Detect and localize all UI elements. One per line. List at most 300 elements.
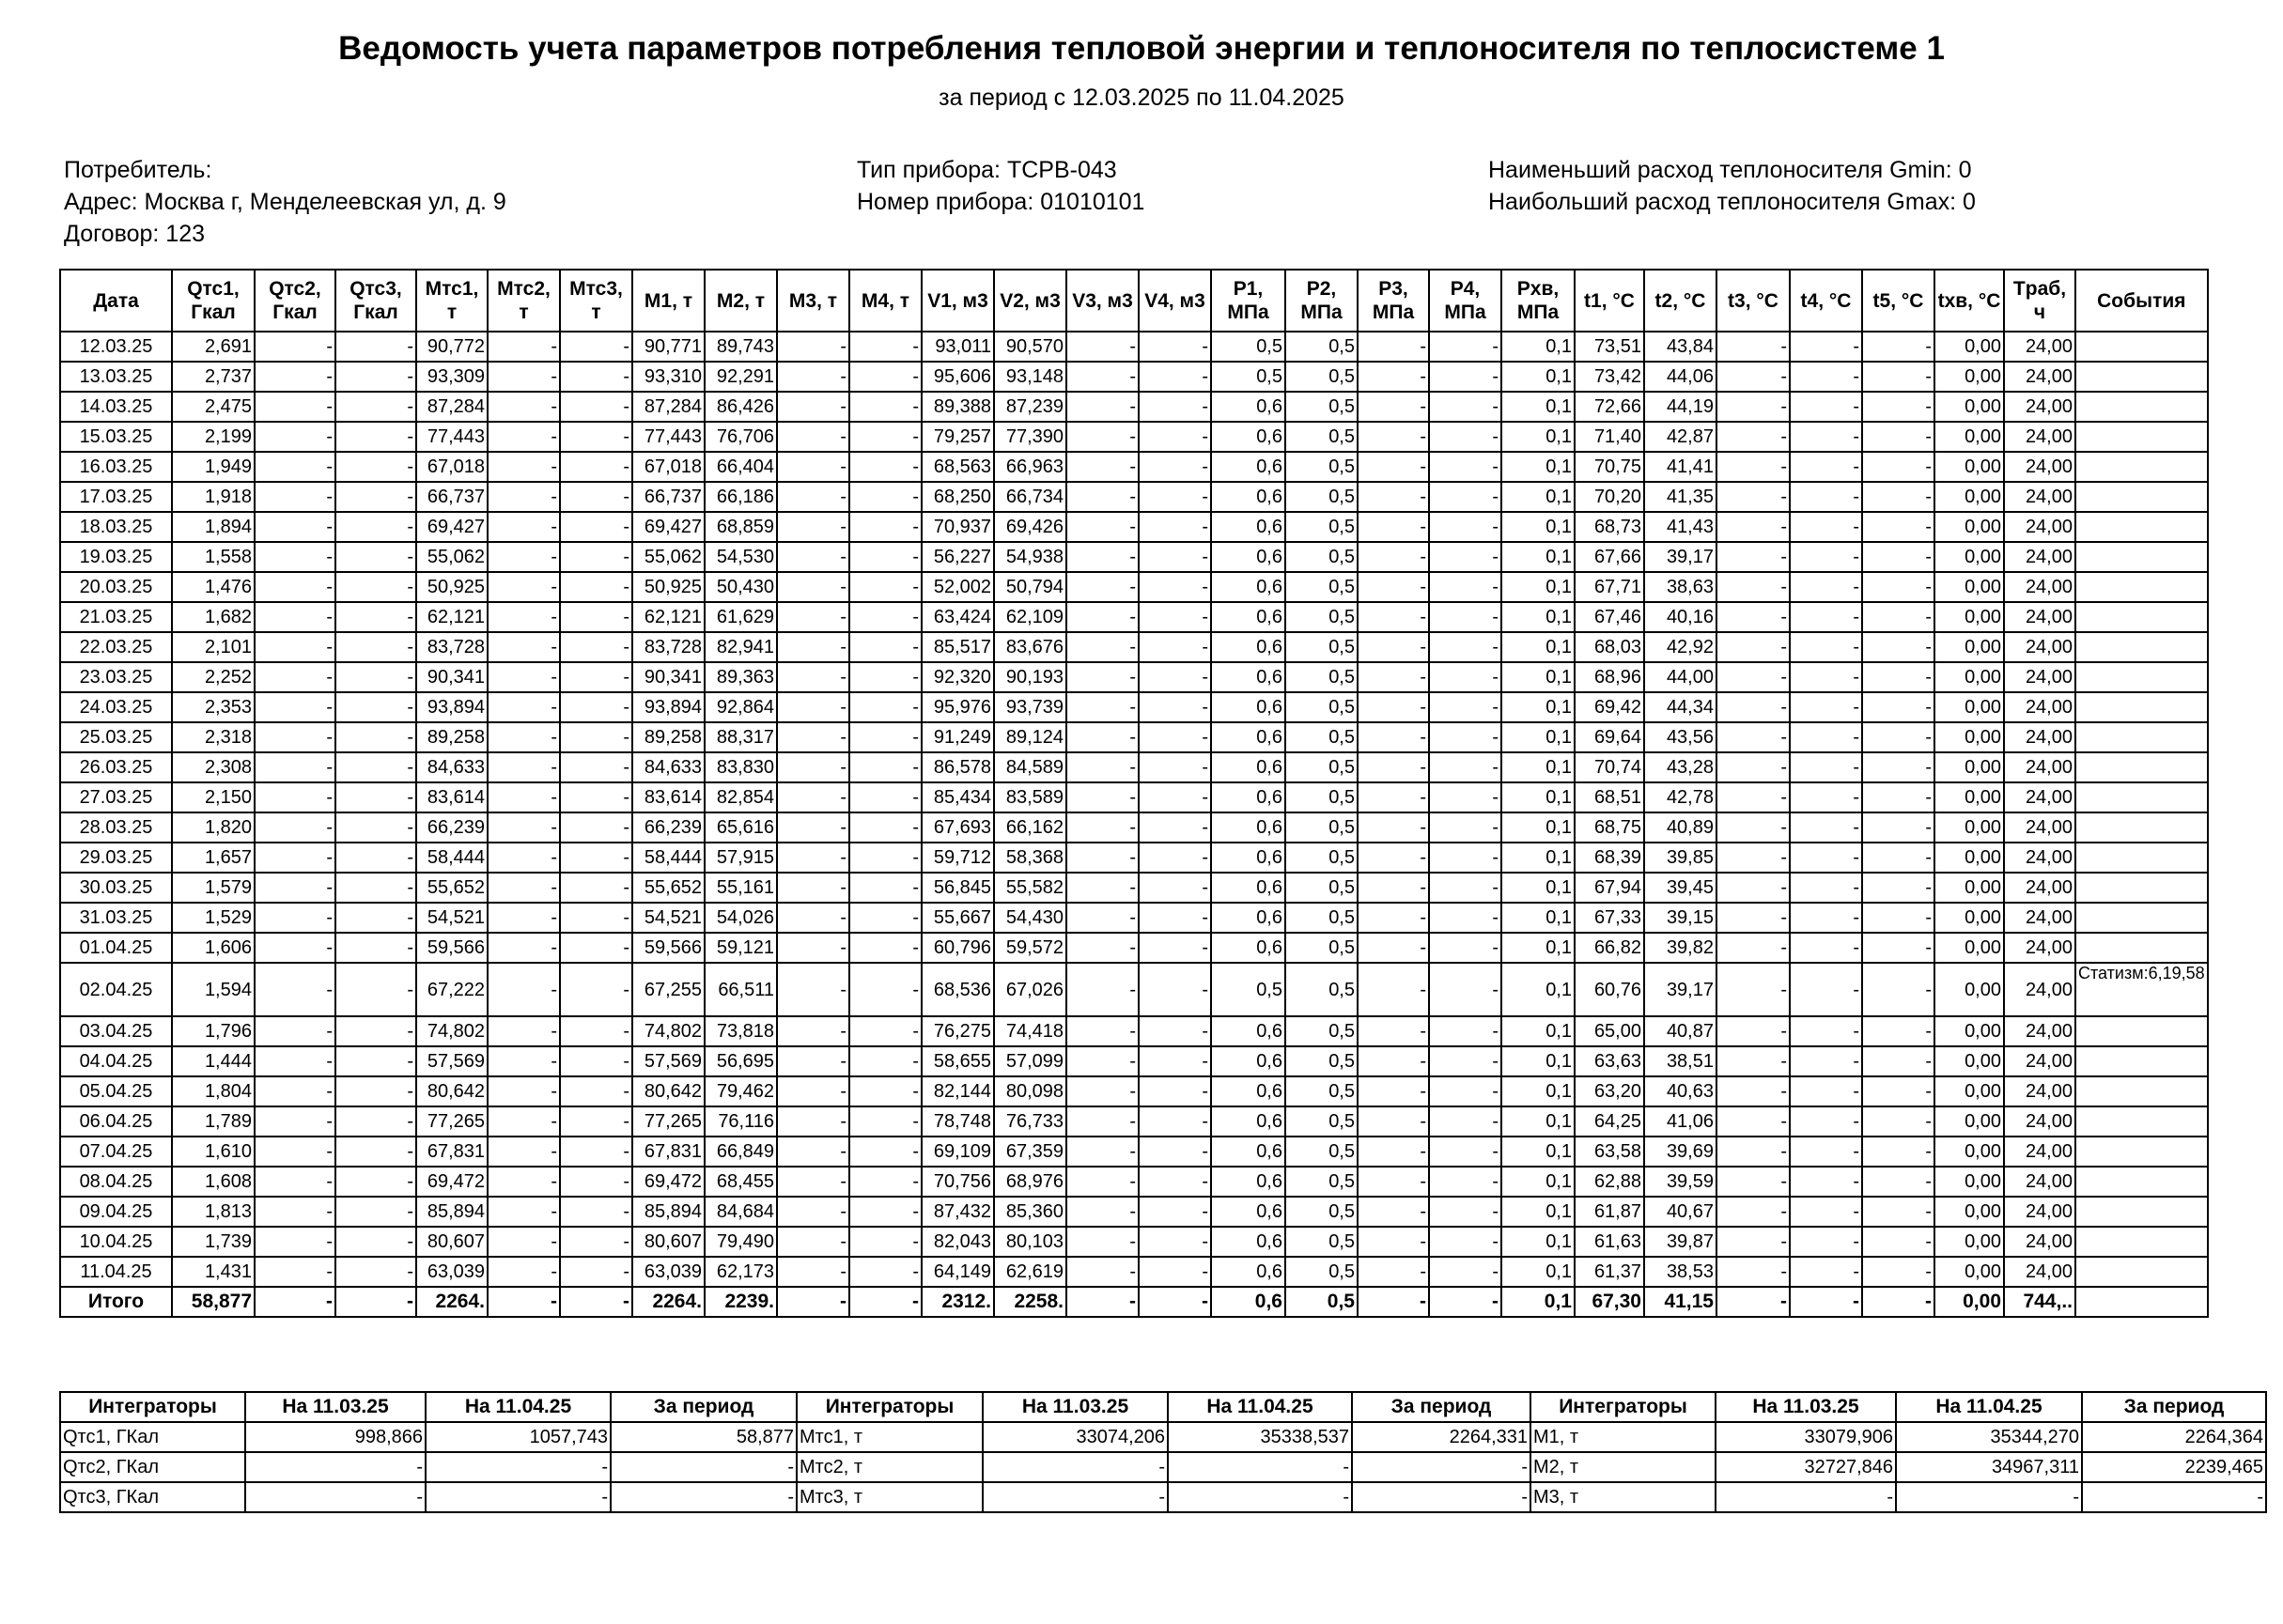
table-row [60, 572, 2208, 602]
value-cell: - [560, 1076, 632, 1106]
value-cell: 24,00 [2004, 1227, 2075, 1257]
value-cell: - [488, 452, 560, 482]
value-cell: - [849, 782, 922, 812]
integrator-value: 2264,364 [2082, 1422, 2266, 1452]
value-cell: - [335, 692, 416, 722]
date-cell: 27.03.25 [60, 782, 172, 812]
value-cell: - [255, 482, 335, 512]
value-cell: 84,589 [994, 752, 1066, 782]
value-cell: - [335, 812, 416, 843]
value-cell: - [335, 903, 416, 933]
total-value: - [1429, 1287, 1501, 1317]
value-cell: 0,5 [1285, 572, 1358, 602]
gmax-label: Наибольший расход теплоносителя Gmax: 0 [1488, 189, 1976, 215]
value-cell: - [1066, 1046, 1139, 1076]
value-cell: - [335, 392, 416, 422]
value-cell: 0,1 [1501, 812, 1575, 843]
value-cell: - [1429, 1137, 1501, 1167]
value-cell: - [335, 1046, 416, 1076]
value-cell: 1,610 [172, 1137, 255, 1167]
value-cell: - [1862, 452, 1934, 482]
value-cell: 24,00 [2004, 572, 2075, 602]
value-cell: - [560, 722, 632, 752]
integrator-label: M2, т [1530, 1452, 1716, 1482]
value-cell: - [1790, 692, 1862, 722]
value-cell: 0,00 [1934, 1076, 2004, 1106]
value-cell: 59,566 [632, 933, 705, 963]
column-header: Mтс3, т [560, 270, 632, 332]
value-cell: 73,51 [1575, 332, 1644, 362]
value-cell: 0,5 [1285, 662, 1358, 692]
total-value: - [560, 1287, 632, 1317]
value-cell: - [1066, 933, 1139, 963]
value-cell: - [488, 873, 560, 903]
total-value: 67,30 [1575, 1287, 1644, 1317]
value-cell: - [1862, 422, 1934, 452]
value-cell: 0,5 [1211, 963, 1285, 1016]
value-cell: 0,5 [1285, 1197, 1358, 1227]
value-cell: 1,529 [172, 903, 255, 933]
value-cell: - [1429, 572, 1501, 602]
value-cell: - [777, 452, 849, 482]
value-cell: 0,1 [1501, 1046, 1575, 1076]
value-cell: - [1862, 843, 1934, 873]
column-header: V2, м3 [994, 270, 1066, 332]
value-cell: - [1066, 812, 1139, 843]
column-header: V3, м3 [1066, 270, 1139, 332]
value-cell: - [1862, 362, 1934, 392]
value-cell: - [1862, 1046, 1934, 1076]
table-row [60, 542, 2208, 572]
value-cell: 0,6 [1211, 1227, 1285, 1257]
date-cell: 31.03.25 [60, 903, 172, 933]
value-cell: - [255, 782, 335, 812]
value-cell: 0,1 [1501, 1137, 1575, 1167]
value-cell: 0,00 [1934, 1106, 2004, 1137]
integrator-label: M1, т [1530, 1422, 1716, 1452]
integrators-table [59, 1391, 2267, 1513]
value-cell: 39,82 [1644, 933, 1716, 963]
value-cell: 0,00 [1934, 1167, 2004, 1197]
total-value: - [255, 1287, 335, 1317]
table-row [60, 812, 2208, 843]
value-cell: 0,5 [1285, 1167, 1358, 1197]
value-cell: - [1066, 572, 1139, 602]
value-cell: 0,00 [1934, 1197, 2004, 1227]
value-cell: - [1790, 963, 1862, 1016]
value-cell: - [849, 542, 922, 572]
value-cell: - [255, 843, 335, 873]
value-cell: - [335, 632, 416, 662]
value-cell: - [1358, 1167, 1429, 1197]
total-value: - [1139, 1287, 1211, 1317]
value-cell: 24,00 [2004, 782, 2075, 812]
value-cell: 66,239 [416, 812, 488, 843]
value-cell: 0,6 [1211, 873, 1285, 903]
value-cell: - [1358, 933, 1429, 963]
value-cell: - [1358, 692, 1429, 722]
value-cell: - [849, 632, 922, 662]
value-cell: 0,5 [1285, 933, 1358, 963]
column-header: Mтс2, т [488, 270, 560, 332]
events-cell [2075, 903, 2208, 933]
value-cell: - [1139, 963, 1211, 1016]
value-cell: - [1716, 963, 1790, 1016]
integrators-row [60, 1422, 2266, 1452]
value-cell: - [335, 602, 416, 632]
value-cell: - [777, 662, 849, 692]
value-cell: - [488, 933, 560, 963]
value-cell: 61,63 [1575, 1227, 1644, 1257]
integrator-value: 32727,846 [1716, 1452, 1896, 1482]
value-cell: 42,87 [1644, 422, 1716, 452]
date-cell: 21.03.25 [60, 602, 172, 632]
column-header: M1, т [632, 270, 705, 332]
value-cell: 63,039 [416, 1257, 488, 1287]
value-cell: 44,00 [1644, 662, 1716, 692]
value-cell: - [1066, 482, 1139, 512]
value-cell: - [1139, 542, 1211, 572]
value-cell: - [849, 482, 922, 512]
value-cell: 0,00 [1934, 843, 2004, 873]
total-value: - [1358, 1287, 1429, 1317]
value-cell: 43,56 [1644, 722, 1716, 752]
value-cell: 70,20 [1575, 482, 1644, 512]
value-cell: 67,026 [994, 963, 1066, 1016]
value-cell: - [560, 1257, 632, 1287]
value-cell: - [849, 903, 922, 933]
value-cell: 1,820 [172, 812, 255, 843]
value-cell: 0,5 [1285, 482, 1358, 512]
value-cell: 80,642 [416, 1076, 488, 1106]
value-cell: 0,5 [1285, 632, 1358, 662]
value-cell: - [1429, 963, 1501, 1016]
value-cell: - [1066, 332, 1139, 362]
info-right [1488, 154, 1976, 218]
value-cell: - [1790, 782, 1862, 812]
value-cell: - [255, 1167, 335, 1197]
value-cell: - [849, 1046, 922, 1076]
date-cell: 07.04.25 [60, 1137, 172, 1167]
value-cell: - [560, 903, 632, 933]
value-cell: - [1139, 1076, 1211, 1106]
integrator-label: Mтс2, т [797, 1452, 983, 1482]
date-cell: 02.04.25 [60, 963, 172, 1016]
value-cell: - [1790, 812, 1862, 843]
value-cell: 44,34 [1644, 692, 1716, 722]
value-cell: 93,309 [416, 362, 488, 392]
value-cell: - [1716, 1167, 1790, 1197]
events-cell [2075, 1076, 2208, 1106]
value-cell: 80,607 [632, 1227, 705, 1257]
value-cell: 64,25 [1575, 1106, 1644, 1137]
value-cell: 69,427 [416, 512, 488, 542]
events-cell [2075, 662, 2208, 692]
consumer-label: Потребитель: [64, 157, 212, 183]
value-cell: - [777, 362, 849, 392]
events-cell [2075, 1016, 2208, 1046]
value-cell: 63,58 [1575, 1137, 1644, 1167]
value-cell: - [777, 933, 849, 963]
value-cell: - [255, 542, 335, 572]
value-cell: - [1139, 782, 1211, 812]
value-cell: 0,1 [1501, 692, 1575, 722]
value-cell: 2,318 [172, 722, 255, 752]
value-cell: 43,84 [1644, 332, 1716, 362]
value-cell: - [255, 692, 335, 722]
value-cell: 40,89 [1644, 812, 1716, 843]
total-value: 0,1 [1501, 1287, 1575, 1317]
value-cell: - [1358, 903, 1429, 933]
value-cell: 24,00 [2004, 542, 2075, 572]
value-cell: 41,43 [1644, 512, 1716, 542]
value-cell: 69,427 [632, 512, 705, 542]
value-cell: - [1066, 782, 1139, 812]
total-value: 41,15 [1644, 1287, 1716, 1317]
value-cell: - [335, 542, 416, 572]
value-cell: 0,6 [1211, 1076, 1285, 1106]
value-cell: - [1862, 1076, 1934, 1106]
date-cell: 18.03.25 [60, 512, 172, 542]
value-cell: 83,728 [632, 632, 705, 662]
value-cell: - [488, 662, 560, 692]
value-cell: 92,864 [705, 692, 777, 722]
value-cell: - [1790, 422, 1862, 452]
date-cell: 26.03.25 [60, 752, 172, 782]
value-cell: - [1862, 692, 1934, 722]
value-cell: 77,265 [416, 1106, 488, 1137]
value-cell: 1,894 [172, 512, 255, 542]
value-cell: - [777, 512, 849, 542]
events-cell [2075, 752, 2208, 782]
value-cell: 0,00 [1934, 1046, 2004, 1076]
value-cell: 0,00 [1934, 903, 2004, 933]
value-cell: 87,284 [416, 392, 488, 422]
date-cell: 25.03.25 [60, 722, 172, 752]
table-row [60, 1106, 2208, 1137]
value-cell: 24,00 [2004, 812, 2075, 843]
total-value: - [335, 1287, 416, 1317]
value-cell: 50,794 [994, 572, 1066, 602]
date-cell: 24.03.25 [60, 692, 172, 722]
value-cell: 0,6 [1211, 933, 1285, 963]
events-cell [2075, 482, 2208, 512]
value-cell: - [1429, 903, 1501, 933]
value-cell: - [1862, 1106, 1934, 1137]
value-cell: 87,284 [632, 392, 705, 422]
value-cell: - [1066, 1227, 1139, 1257]
date-cell: 03.04.25 [60, 1016, 172, 1046]
value-cell: 85,517 [922, 632, 994, 662]
value-cell: - [488, 1197, 560, 1227]
value-cell: - [849, 422, 922, 452]
column-header: Qтс1, Гкал [172, 270, 255, 332]
value-cell: - [1716, 632, 1790, 662]
value-cell: - [560, 452, 632, 482]
value-cell: - [777, 392, 849, 422]
value-cell: - [1429, 812, 1501, 843]
value-cell: 0,6 [1211, 482, 1285, 512]
value-cell: 54,521 [416, 903, 488, 933]
value-cell: 39,59 [1644, 1167, 1716, 1197]
value-cell: - [1862, 933, 1934, 963]
value-cell: - [1066, 1076, 1139, 1106]
integrators-column-header: На 11.04.25 [1896, 1392, 2082, 1422]
value-cell: - [1790, 903, 1862, 933]
value-cell: - [1790, 1197, 1862, 1227]
value-cell: 95,606 [922, 362, 994, 392]
value-cell: 1,682 [172, 602, 255, 632]
integrators-column-header: Интеграторы [1530, 1392, 1716, 1422]
value-cell: 56,845 [922, 873, 994, 903]
value-cell: - [335, 332, 416, 362]
value-cell: - [1716, 482, 1790, 512]
value-cell: - [255, 963, 335, 1016]
value-cell: 66,82 [1575, 933, 1644, 963]
value-cell: 73,42 [1575, 362, 1644, 392]
column-header: V1, м3 [922, 270, 994, 332]
gmin-label: Наименьший расход теплоносителя Gmin: 0 [1488, 157, 1972, 183]
value-cell: 0,00 [1934, 752, 2004, 782]
value-cell: 0,6 [1211, 602, 1285, 632]
value-cell: - [1066, 542, 1139, 572]
value-cell: - [1429, 1106, 1501, 1137]
value-cell: 0,00 [1934, 422, 2004, 452]
integrator-value: 33079,906 [1716, 1422, 1896, 1452]
value-cell: - [560, 933, 632, 963]
value-cell: 0,1 [1501, 1106, 1575, 1137]
value-cell: - [849, 963, 922, 1016]
value-cell: - [1716, 542, 1790, 572]
value-cell: 0,00 [1934, 1257, 2004, 1287]
value-cell: 39,69 [1644, 1137, 1716, 1167]
value-cell: - [1139, 572, 1211, 602]
column-header: M2, т [705, 270, 777, 332]
value-cell: - [1358, 542, 1429, 572]
value-cell: 2,353 [172, 692, 255, 722]
value-cell: - [335, 1076, 416, 1106]
value-cell: 39,17 [1644, 963, 1716, 1016]
value-cell: 0,5 [1285, 873, 1358, 903]
value-cell: - [1790, 1016, 1862, 1046]
events-cell [2075, 1197, 2208, 1227]
value-cell: - [1862, 1197, 1934, 1227]
value-cell: 66,849 [705, 1137, 777, 1167]
value-cell: - [1790, 1046, 1862, 1076]
integrator-value: - [245, 1452, 426, 1482]
value-cell: 83,614 [416, 782, 488, 812]
value-cell: 40,87 [1644, 1016, 1716, 1046]
value-cell: 95,976 [922, 692, 994, 722]
events-cell [2075, 722, 2208, 752]
value-cell: 0,6 [1211, 1197, 1285, 1227]
value-cell: 77,390 [994, 422, 1066, 452]
value-cell: 0,1 [1501, 752, 1575, 782]
column-header: Tраб, ч [2004, 270, 2075, 332]
value-cell: 68,563 [922, 452, 994, 482]
value-cell: 1,657 [172, 843, 255, 873]
value-cell: - [335, 362, 416, 392]
value-cell: 0,5 [1285, 452, 1358, 482]
value-cell: 59,566 [416, 933, 488, 963]
value-cell: 85,434 [922, 782, 994, 812]
value-cell: 1,476 [172, 572, 255, 602]
value-cell: - [1429, 422, 1501, 452]
integrators-column-header: За период [611, 1392, 797, 1422]
value-cell: - [1716, 873, 1790, 903]
value-cell: - [1862, 602, 1934, 632]
value-cell: - [1429, 482, 1501, 512]
value-cell: 93,739 [994, 692, 1066, 722]
value-cell: - [1358, 782, 1429, 812]
date-cell: 06.04.25 [60, 1106, 172, 1137]
value-cell: - [1862, 542, 1934, 572]
value-cell: 0,6 [1211, 1257, 1285, 1287]
value-cell: 84,633 [416, 752, 488, 782]
value-cell: - [1358, 1137, 1429, 1167]
value-cell: - [1066, 1016, 1139, 1046]
value-cell: - [335, 1137, 416, 1167]
value-cell: 0,1 [1501, 482, 1575, 512]
value-cell: 69,426 [994, 512, 1066, 542]
value-cell: - [255, 873, 335, 903]
value-cell: 77,265 [632, 1106, 705, 1137]
value-cell: - [1790, 602, 1862, 632]
value-cell: 0,1 [1501, 602, 1575, 632]
value-cell: 76,706 [705, 422, 777, 452]
value-cell: 62,173 [705, 1257, 777, 1287]
value-cell: 93,148 [994, 362, 1066, 392]
value-cell: - [1790, 392, 1862, 422]
value-cell: 24,00 [2004, 1257, 2075, 1287]
integrator-label: Mтс3, т [797, 1482, 983, 1512]
value-cell: - [1066, 512, 1139, 542]
value-cell: 0,1 [1501, 933, 1575, 963]
value-cell: 67,222 [416, 963, 488, 1016]
value-cell: - [1790, 843, 1862, 873]
value-cell: 56,227 [922, 542, 994, 572]
total-value: - [488, 1287, 560, 1317]
value-cell: 84,633 [632, 752, 705, 782]
integrators-column-header: Интеграторы [797, 1392, 983, 1422]
value-cell: - [488, 1257, 560, 1287]
events-cell [2075, 1227, 2208, 1257]
value-cell: - [1066, 722, 1139, 752]
value-cell: 40,67 [1644, 1197, 1716, 1227]
value-cell: - [849, 812, 922, 843]
total-value: 744,.. [2004, 1287, 2075, 1317]
table-row [60, 392, 2208, 422]
value-cell: 80,098 [994, 1076, 1066, 1106]
value-cell: - [560, 572, 632, 602]
value-cell: - [1790, 662, 1862, 692]
value-cell: 61,87 [1575, 1197, 1644, 1227]
value-cell: - [560, 752, 632, 782]
value-cell: - [849, 452, 922, 482]
value-cell: - [560, 1197, 632, 1227]
value-cell: 59,121 [705, 933, 777, 963]
value-cell: 0,00 [1934, 812, 2004, 843]
value-cell: - [335, 422, 416, 452]
table-row [60, 362, 2208, 392]
events-cell [2075, 1046, 2208, 1076]
value-cell: 0,5 [1285, 843, 1358, 873]
value-cell: - [335, 662, 416, 692]
value-cell: 52,002 [922, 572, 994, 602]
value-cell: 0,6 [1211, 422, 1285, 452]
value-cell: 0,5 [1285, 1076, 1358, 1106]
value-cell: - [1429, 1257, 1501, 1287]
